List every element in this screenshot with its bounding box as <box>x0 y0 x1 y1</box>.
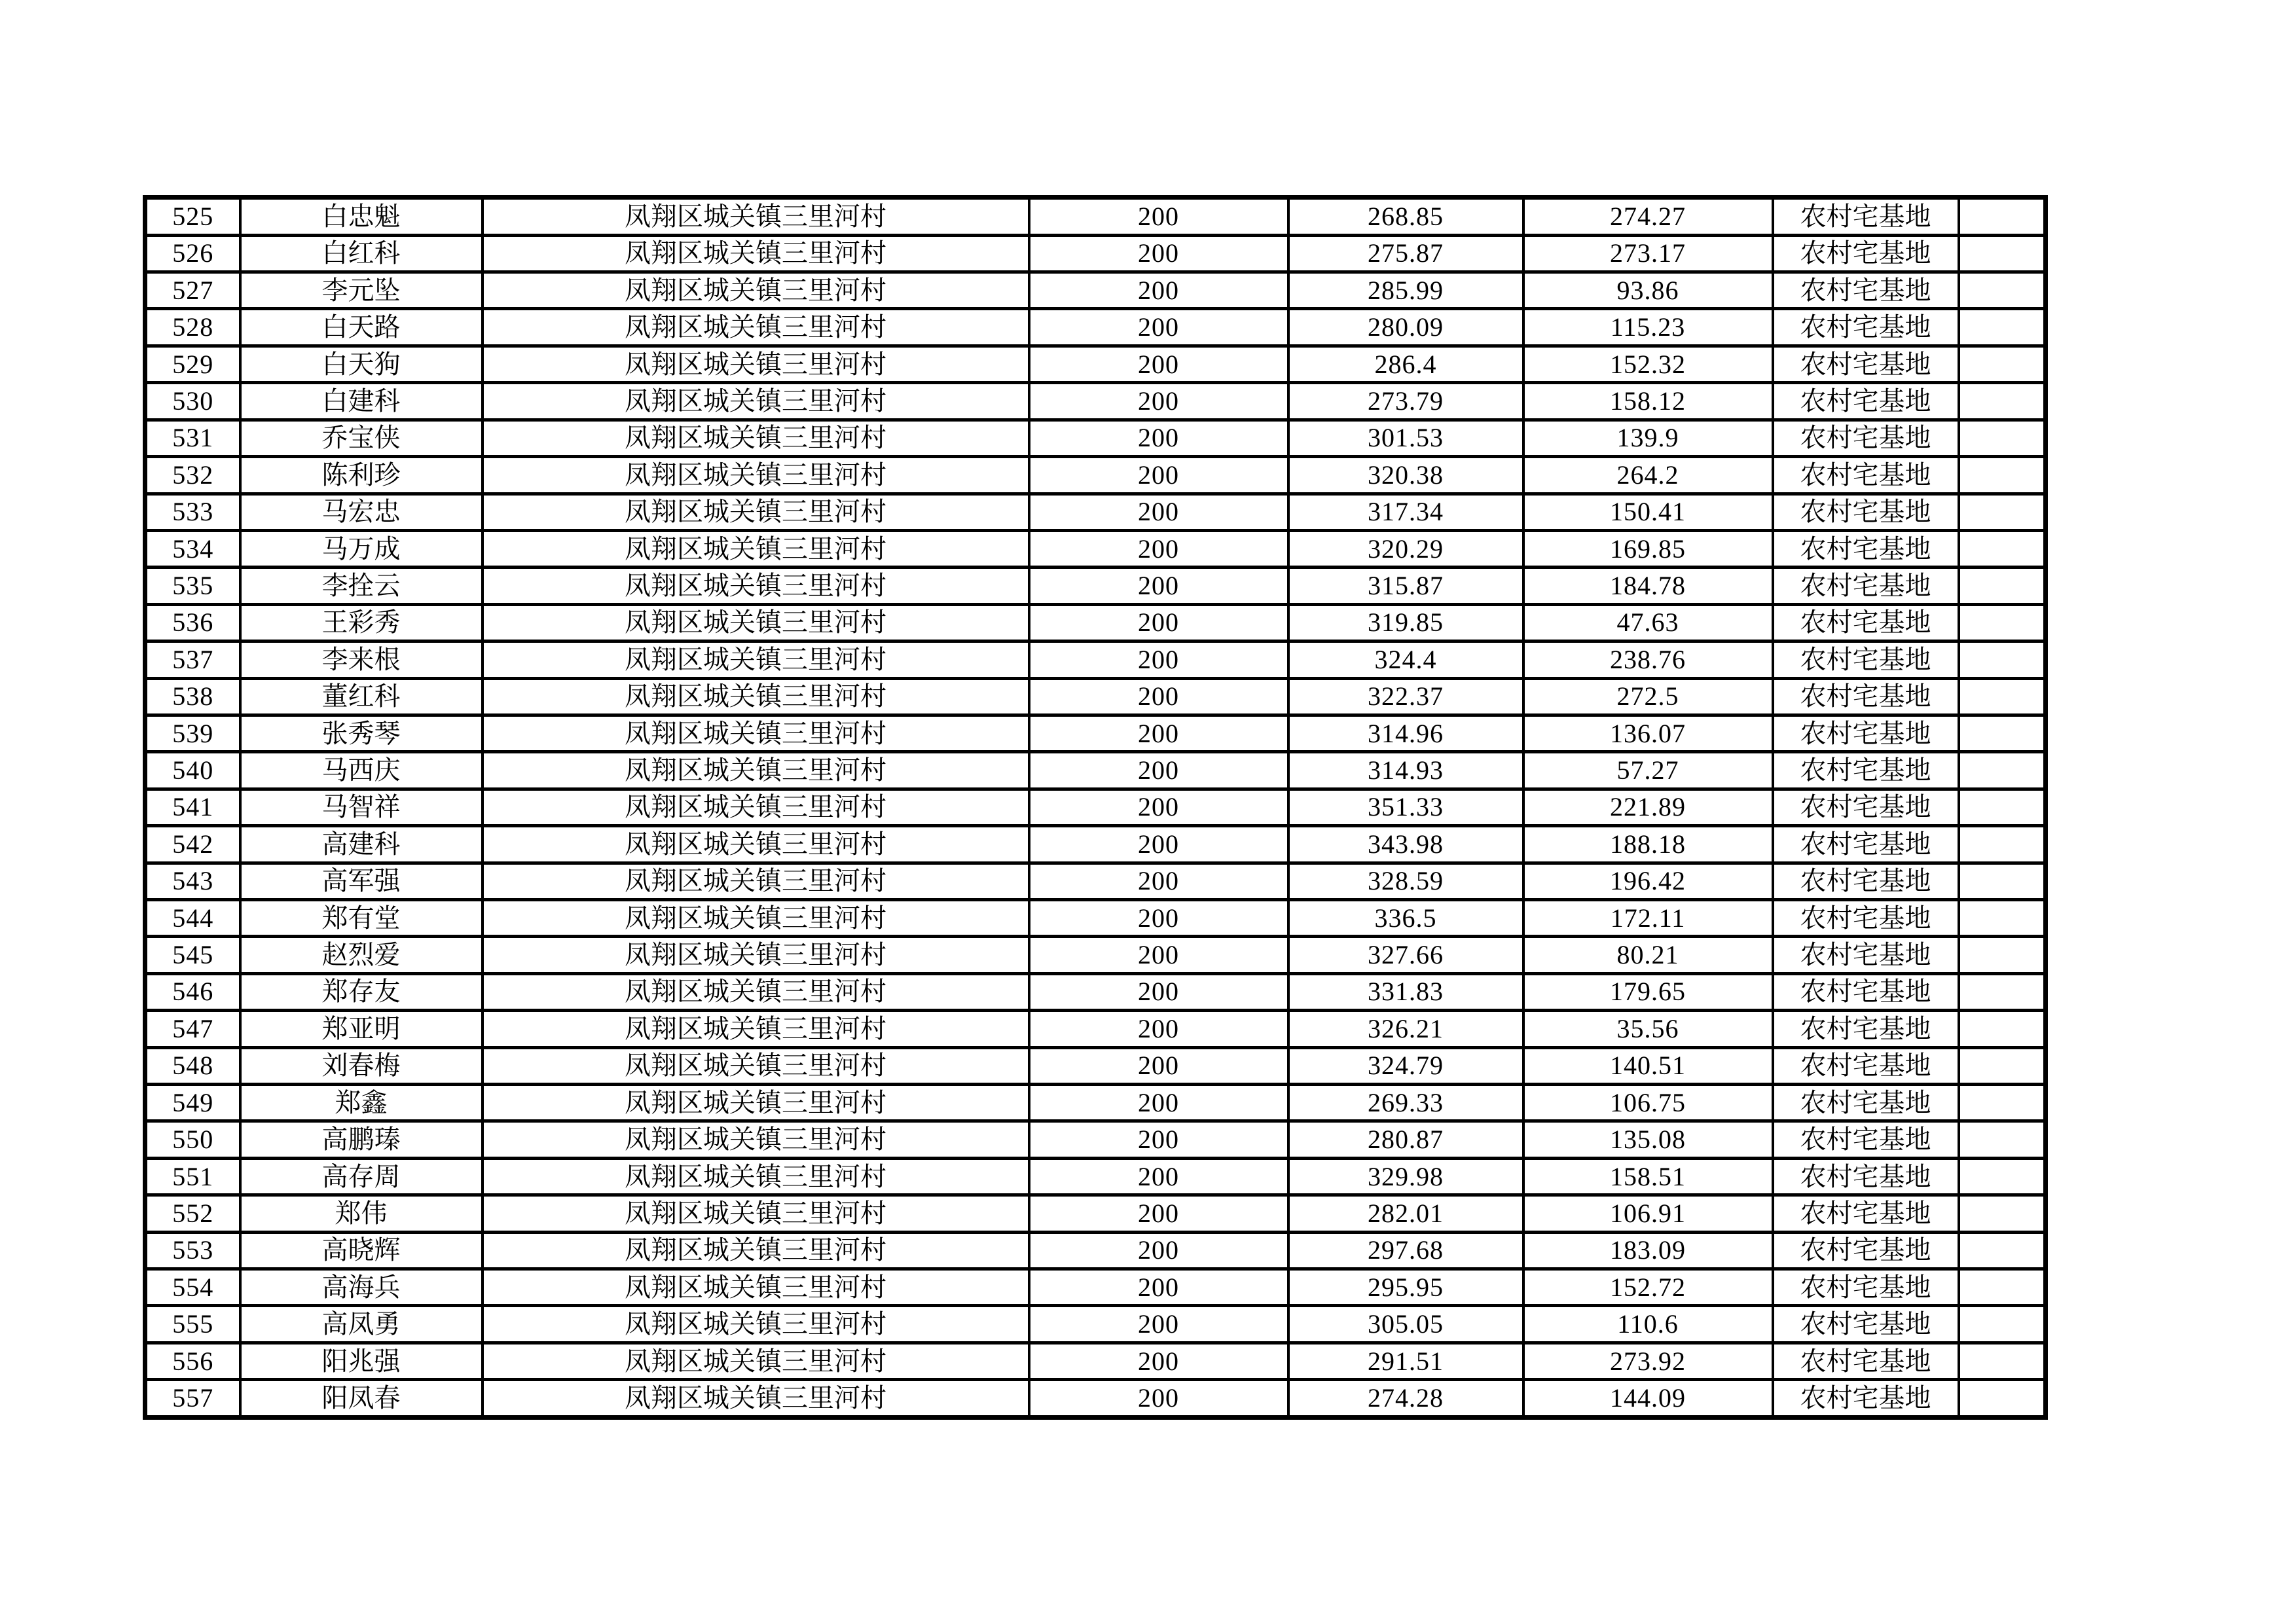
table-row <box>145 1047 2046 1084</box>
amount-cell: 200 <box>1029 235 1288 272</box>
village-cell: 凤翔区城关镇三里河村 <box>483 752 1029 789</box>
name-cell: 高建科 <box>240 826 483 863</box>
serial-cell: 549 <box>145 1085 240 1121</box>
serial-cell: 557 <box>145 1380 240 1418</box>
area1-cell: 285.99 <box>1288 272 1523 309</box>
serial-cell: 526 <box>145 235 240 272</box>
name-cell: 高晓辉 <box>240 1232 483 1269</box>
amount-cell: 200 <box>1029 715 1288 751</box>
area1-cell: 291.51 <box>1288 1343 1523 1379</box>
area1-cell: 286.4 <box>1288 346 1523 382</box>
serial-cell: 555 <box>145 1306 240 1343</box>
land-type-cell: 农村宅基地 <box>1773 678 1959 715</box>
blank-cell <box>1959 937 2046 973</box>
area1-cell: 282.01 <box>1288 1195 1523 1232</box>
area1-cell: 315.87 <box>1288 568 1523 604</box>
village-cell: 凤翔区城关镇三里河村 <box>483 309 1029 346</box>
land-type-cell: 农村宅基地 <box>1773 1232 1959 1269</box>
area1-cell: 280.09 <box>1288 309 1523 346</box>
blank-cell <box>1959 1380 2046 1418</box>
land-type-cell: 农村宅基地 <box>1773 1195 1959 1232</box>
land-type-cell: 农村宅基地 <box>1773 715 1959 751</box>
amount-cell: 200 <box>1029 346 1288 382</box>
land-type-cell: 农村宅基地 <box>1773 973 1959 1010</box>
table-row <box>145 937 2046 973</box>
blank-cell <box>1959 826 2046 863</box>
table-row <box>145 272 2046 309</box>
amount-cell: 200 <box>1029 641 1288 678</box>
table-row <box>145 383 2046 420</box>
amount-cell: 200 <box>1029 1047 1288 1084</box>
amount-cell: 200 <box>1029 1195 1288 1232</box>
land-type-cell: 农村宅基地 <box>1773 383 1959 420</box>
village-cell: 凤翔区城关镇三里河村 <box>483 1232 1029 1269</box>
blank-cell <box>1959 457 2046 494</box>
land-type-cell: 农村宅基地 <box>1773 604 1959 641</box>
name-cell: 王彩秀 <box>240 604 483 641</box>
name-cell: 阳凤春 <box>240 1380 483 1418</box>
amount-cell: 200 <box>1029 752 1288 789</box>
amount-cell: 200 <box>1029 383 1288 420</box>
area2-cell: 115.23 <box>1523 309 1773 346</box>
name-cell: 李元坠 <box>240 272 483 309</box>
name-cell: 郑伟 <box>240 1195 483 1232</box>
land-type-cell: 农村宅基地 <box>1773 1085 1959 1121</box>
area1-cell: 322.37 <box>1288 678 1523 715</box>
blank-cell <box>1959 899 2046 936</box>
area2-cell: 47.63 <box>1523 604 1773 641</box>
table-row <box>145 1085 2046 1121</box>
area2-cell: 221.89 <box>1523 789 1773 825</box>
land-type-cell: 农村宅基地 <box>1773 420 1959 456</box>
blank-cell <box>1959 383 2046 420</box>
amount-cell: 200 <box>1029 494 1288 530</box>
blank-cell <box>1959 789 2046 825</box>
village-cell: 凤翔区城关镇三里河村 <box>483 1306 1029 1343</box>
village-cell: 凤翔区城关镇三里河村 <box>483 272 1029 309</box>
serial-cell: 535 <box>145 568 240 604</box>
serial-cell: 531 <box>145 420 240 456</box>
blank-cell <box>1959 1047 2046 1084</box>
blank-cell <box>1959 973 2046 1010</box>
blank-cell <box>1959 752 2046 789</box>
land-type-cell: 农村宅基地 <box>1773 863 1959 899</box>
village-cell: 凤翔区城关镇三里河村 <box>483 604 1029 641</box>
table-row <box>145 715 2046 751</box>
village-cell: 凤翔区城关镇三里河村 <box>483 568 1029 604</box>
area2-cell: 140.51 <box>1523 1047 1773 1084</box>
amount-cell: 200 <box>1029 420 1288 456</box>
area1-cell: 301.53 <box>1288 420 1523 456</box>
village-cell: 凤翔区城关镇三里河村 <box>483 973 1029 1010</box>
serial-cell: 527 <box>145 272 240 309</box>
area2-cell: 152.72 <box>1523 1269 1773 1306</box>
name-cell: 高海兵 <box>240 1269 483 1306</box>
area1-cell: 329.98 <box>1288 1158 1523 1195</box>
blank-cell <box>1959 1232 2046 1269</box>
area2-cell: 150.41 <box>1523 494 1773 530</box>
area2-cell: 35.56 <box>1523 1011 1773 1047</box>
land-type-cell: 农村宅基地 <box>1773 272 1959 309</box>
area2-cell: 135.08 <box>1523 1121 1773 1158</box>
area1-cell: 268.85 <box>1288 198 1523 236</box>
area2-cell: 169.85 <box>1523 530 1773 567</box>
table-body <box>145 198 2046 1418</box>
name-cell: 白天狗 <box>240 346 483 382</box>
table-row <box>145 973 2046 1010</box>
area2-cell: 110.6 <box>1523 1306 1773 1343</box>
area1-cell: 343.98 <box>1288 826 1523 863</box>
name-cell: 高凤勇 <box>240 1306 483 1343</box>
area2-cell: 183.09 <box>1523 1232 1773 1269</box>
table-row <box>145 198 2046 236</box>
area2-cell: 158.51 <box>1523 1158 1773 1195</box>
area1-cell: 328.59 <box>1288 863 1523 899</box>
area1-cell: 320.38 <box>1288 457 1523 494</box>
name-cell: 董红科 <box>240 678 483 715</box>
area1-cell: 297.68 <box>1288 1232 1523 1269</box>
blank-cell <box>1959 235 2046 272</box>
blank-cell <box>1959 346 2046 382</box>
land-type-cell: 农村宅基地 <box>1773 1158 1959 1195</box>
blank-cell <box>1959 494 2046 530</box>
land-type-cell: 农村宅基地 <box>1773 937 1959 973</box>
amount-cell: 200 <box>1029 530 1288 567</box>
area1-cell: 319.85 <box>1288 604 1523 641</box>
blank-cell <box>1959 530 2046 567</box>
blank-cell <box>1959 1158 2046 1195</box>
name-cell: 李拴云 <box>240 568 483 604</box>
table-row <box>145 1380 2046 1418</box>
area2-cell: 152.32 <box>1523 346 1773 382</box>
area1-cell: 274.28 <box>1288 1380 1523 1418</box>
area1-cell: 324.79 <box>1288 1047 1523 1084</box>
area1-cell: 269.33 <box>1288 1085 1523 1121</box>
area1-cell: 280.87 <box>1288 1121 1523 1158</box>
land-type-cell: 农村宅基地 <box>1773 309 1959 346</box>
table-row <box>145 604 2046 641</box>
serial-cell: 545 <box>145 937 240 973</box>
area2-cell: 273.92 <box>1523 1343 1773 1379</box>
name-cell: 白忠魁 <box>240 198 483 236</box>
village-cell: 凤翔区城关镇三里河村 <box>483 641 1029 678</box>
area1-cell: 317.34 <box>1288 494 1523 530</box>
village-cell: 凤翔区城关镇三里河村 <box>483 1269 1029 1306</box>
blank-cell <box>1959 309 2046 346</box>
amount-cell: 200 <box>1029 899 1288 936</box>
area1-cell: 314.93 <box>1288 752 1523 789</box>
table-row <box>145 641 2046 678</box>
blank-cell <box>1959 1269 2046 1306</box>
table-row <box>145 1269 2046 1306</box>
village-cell: 凤翔区城关镇三里河村 <box>483 494 1029 530</box>
amount-cell: 200 <box>1029 1343 1288 1379</box>
table-row <box>145 1195 2046 1232</box>
land-type-cell: 农村宅基地 <box>1773 1269 1959 1306</box>
blank-cell <box>1959 863 2046 899</box>
name-cell: 郑有堂 <box>240 899 483 936</box>
amount-cell: 200 <box>1029 1380 1288 1418</box>
name-cell: 郑鑫 <box>240 1085 483 1121</box>
village-cell: 凤翔区城关镇三里河村 <box>483 1380 1029 1418</box>
amount-cell: 200 <box>1029 1011 1288 1047</box>
village-cell: 凤翔区城关镇三里河村 <box>483 1011 1029 1047</box>
village-cell: 凤翔区城关镇三里河村 <box>483 1121 1029 1158</box>
blank-cell <box>1959 715 2046 751</box>
serial-cell: 534 <box>145 530 240 567</box>
area2-cell: 184.78 <box>1523 568 1773 604</box>
land-type-cell: 农村宅基地 <box>1773 346 1959 382</box>
land-type-cell: 农村宅基地 <box>1773 789 1959 825</box>
area1-cell: 331.83 <box>1288 973 1523 1010</box>
table-row <box>145 1306 2046 1343</box>
serial-cell: 550 <box>145 1121 240 1158</box>
table-row <box>145 420 2046 456</box>
name-cell: 张秀琴 <box>240 715 483 751</box>
serial-cell: 547 <box>145 1011 240 1047</box>
land-type-cell: 农村宅基地 <box>1773 530 1959 567</box>
amount-cell: 200 <box>1029 863 1288 899</box>
area1-cell: 336.5 <box>1288 899 1523 936</box>
area2-cell: 93.86 <box>1523 272 1773 309</box>
amount-cell: 200 <box>1029 272 1288 309</box>
area1-cell: 295.95 <box>1288 1269 1523 1306</box>
name-cell: 陈利珍 <box>240 457 483 494</box>
table-row <box>145 1343 2046 1379</box>
table-row <box>145 678 2046 715</box>
amount-cell: 200 <box>1029 309 1288 346</box>
name-cell: 白建科 <box>240 383 483 420</box>
serial-cell: 528 <box>145 309 240 346</box>
serial-cell: 543 <box>145 863 240 899</box>
land-subsidy-table <box>143 195 2048 1420</box>
name-cell: 郑存友 <box>240 973 483 1010</box>
amount-cell: 200 <box>1029 198 1288 236</box>
table-row <box>145 863 2046 899</box>
name-cell: 马西庆 <box>240 752 483 789</box>
village-cell: 凤翔区城关镇三里河村 <box>483 1343 1029 1379</box>
village-cell: 凤翔区城关镇三里河村 <box>483 1195 1029 1232</box>
table-row <box>145 1232 2046 1269</box>
area1-cell: 305.05 <box>1288 1306 1523 1343</box>
serial-cell: 542 <box>145 826 240 863</box>
amount-cell: 200 <box>1029 1158 1288 1195</box>
amount-cell: 200 <box>1029 973 1288 1010</box>
village-cell: 凤翔区城关镇三里河村 <box>483 1158 1029 1195</box>
name-cell: 阳兆强 <box>240 1343 483 1379</box>
name-cell: 乔宝侠 <box>240 420 483 456</box>
serial-cell: 540 <box>145 752 240 789</box>
serial-cell: 532 <box>145 457 240 494</box>
amount-cell: 200 <box>1029 457 1288 494</box>
serial-cell: 539 <box>145 715 240 751</box>
area2-cell: 188.18 <box>1523 826 1773 863</box>
serial-cell: 544 <box>145 899 240 936</box>
serial-cell: 546 <box>145 973 240 1010</box>
area2-cell: 272.5 <box>1523 678 1773 715</box>
serial-cell: 525 <box>145 198 240 236</box>
area2-cell: 274.27 <box>1523 198 1773 236</box>
area1-cell: 275.87 <box>1288 235 1523 272</box>
amount-cell: 200 <box>1029 937 1288 973</box>
serial-cell: 538 <box>145 678 240 715</box>
village-cell: 凤翔区城关镇三里河村 <box>483 235 1029 272</box>
area1-cell: 314.96 <box>1288 715 1523 751</box>
land-type-cell: 农村宅基地 <box>1773 494 1959 530</box>
table-row <box>145 899 2046 936</box>
village-cell: 凤翔区城关镇三里河村 <box>483 826 1029 863</box>
village-cell: 凤翔区城关镇三里河村 <box>483 715 1029 751</box>
table-row <box>145 568 2046 604</box>
name-cell: 高存周 <box>240 1158 483 1195</box>
serial-cell: 533 <box>145 494 240 530</box>
area2-cell: 273.17 <box>1523 235 1773 272</box>
amount-cell: 200 <box>1029 1306 1288 1343</box>
table-row <box>145 1011 2046 1047</box>
name-cell: 刘春梅 <box>240 1047 483 1084</box>
land-type-cell: 农村宅基地 <box>1773 457 1959 494</box>
area2-cell: 139.9 <box>1523 420 1773 456</box>
blank-cell <box>1959 1195 2046 1232</box>
area1-cell: 273.79 <box>1288 383 1523 420</box>
amount-cell: 200 <box>1029 826 1288 863</box>
area2-cell: 196.42 <box>1523 863 1773 899</box>
village-cell: 凤翔区城关镇三里河村 <box>483 1085 1029 1121</box>
land-type-cell: 农村宅基地 <box>1773 568 1959 604</box>
blank-cell <box>1959 1085 2046 1121</box>
amount-cell: 200 <box>1029 604 1288 641</box>
area2-cell: 80.21 <box>1523 937 1773 973</box>
name-cell: 马宏忠 <box>240 494 483 530</box>
land-type-cell: 农村宅基地 <box>1773 1380 1959 1418</box>
name-cell: 李来根 <box>240 641 483 678</box>
area2-cell: 172.11 <box>1523 899 1773 936</box>
name-cell: 郑亚明 <box>240 1011 483 1047</box>
land-type-cell: 农村宅基地 <box>1773 641 1959 678</box>
land-type-cell: 农村宅基地 <box>1773 752 1959 789</box>
village-cell: 凤翔区城关镇三里河村 <box>483 457 1029 494</box>
amount-cell: 200 <box>1029 678 1288 715</box>
village-cell: 凤翔区城关镇三里河村 <box>483 863 1029 899</box>
table-row <box>145 235 2046 272</box>
area2-cell: 158.12 <box>1523 383 1773 420</box>
table-row <box>145 826 2046 863</box>
area1-cell: 351.33 <box>1288 789 1523 825</box>
serial-cell: 551 <box>145 1158 240 1195</box>
land-type-cell: 农村宅基地 <box>1773 826 1959 863</box>
area2-cell: 106.75 <box>1523 1085 1773 1121</box>
area2-cell: 57.27 <box>1523 752 1773 789</box>
amount-cell: 200 <box>1029 789 1288 825</box>
area2-cell: 144.09 <box>1523 1380 1773 1418</box>
area1-cell: 320.29 <box>1288 530 1523 567</box>
village-cell: 凤翔区城关镇三里河村 <box>483 198 1029 236</box>
village-cell: 凤翔区城关镇三里河村 <box>483 789 1029 825</box>
serial-cell: 530 <box>145 383 240 420</box>
amount-cell: 200 <box>1029 1085 1288 1121</box>
area1-cell: 324.4 <box>1288 641 1523 678</box>
serial-cell: 536 <box>145 604 240 641</box>
land-type-cell: 农村宅基地 <box>1773 1306 1959 1343</box>
land-type-cell: 农村宅基地 <box>1773 1343 1959 1379</box>
land-type-cell: 农村宅基地 <box>1773 1047 1959 1084</box>
blank-cell <box>1959 1343 2046 1379</box>
village-cell: 凤翔区城关镇三里河村 <box>483 899 1029 936</box>
blank-cell <box>1959 568 2046 604</box>
land-type-cell: 农村宅基地 <box>1773 1121 1959 1158</box>
area2-cell: 106.91 <box>1523 1195 1773 1232</box>
village-cell: 凤翔区城关镇三里河村 <box>483 678 1029 715</box>
serial-cell: 541 <box>145 789 240 825</box>
name-cell: 高军强 <box>240 863 483 899</box>
serial-cell: 553 <box>145 1232 240 1269</box>
name-cell: 马万成 <box>240 530 483 567</box>
village-cell: 凤翔区城关镇三里河村 <box>483 1047 1029 1084</box>
amount-cell: 200 <box>1029 1121 1288 1158</box>
name-cell: 白天路 <box>240 309 483 346</box>
table-row <box>145 494 2046 530</box>
table-row <box>145 789 2046 825</box>
table-row <box>145 1121 2046 1158</box>
land-type-cell: 农村宅基地 <box>1773 1011 1959 1047</box>
table-row <box>145 752 2046 789</box>
blank-cell <box>1959 420 2046 456</box>
table-row <box>145 346 2046 382</box>
village-cell: 凤翔区城关镇三里河村 <box>483 346 1029 382</box>
land-type-cell: 农村宅基地 <box>1773 235 1959 272</box>
blank-cell <box>1959 272 2046 309</box>
area2-cell: 238.76 <box>1523 641 1773 678</box>
serial-cell: 556 <box>145 1343 240 1379</box>
blank-cell <box>1959 1306 2046 1343</box>
name-cell: 赵烈爱 <box>240 937 483 973</box>
area1-cell: 327.66 <box>1288 937 1523 973</box>
serial-cell: 548 <box>145 1047 240 1084</box>
name-cell: 白红科 <box>240 235 483 272</box>
blank-cell <box>1959 198 2046 236</box>
village-cell: 凤翔区城关镇三里河村 <box>483 937 1029 973</box>
amount-cell: 200 <box>1029 1232 1288 1269</box>
serial-cell: 552 <box>145 1195 240 1232</box>
serial-cell: 554 <box>145 1269 240 1306</box>
village-cell: 凤翔区城关镇三里河村 <box>483 420 1029 456</box>
area2-cell: 264.2 <box>1523 457 1773 494</box>
amount-cell: 200 <box>1029 1269 1288 1306</box>
village-cell: 凤翔区城关镇三里河村 <box>483 530 1029 567</box>
table-row <box>145 457 2046 494</box>
area2-cell: 179.65 <box>1523 973 1773 1010</box>
area1-cell: 326.21 <box>1288 1011 1523 1047</box>
blank-cell <box>1959 1011 2046 1047</box>
blank-cell <box>1959 678 2046 715</box>
table-row <box>145 309 2046 346</box>
table-row <box>145 1158 2046 1195</box>
land-type-cell: 农村宅基地 <box>1773 899 1959 936</box>
blank-cell <box>1959 604 2046 641</box>
land-type-cell: 农村宅基地 <box>1773 198 1959 236</box>
area2-cell: 136.07 <box>1523 715 1773 751</box>
blank-cell <box>1959 1121 2046 1158</box>
name-cell: 高鹏瑧 <box>240 1121 483 1158</box>
table-row <box>145 530 2046 567</box>
serial-cell: 529 <box>145 346 240 382</box>
village-cell: 凤翔区城关镇三里河村 <box>483 383 1029 420</box>
name-cell: 马智祥 <box>240 789 483 825</box>
serial-cell: 537 <box>145 641 240 678</box>
blank-cell <box>1959 641 2046 678</box>
amount-cell: 200 <box>1029 568 1288 604</box>
